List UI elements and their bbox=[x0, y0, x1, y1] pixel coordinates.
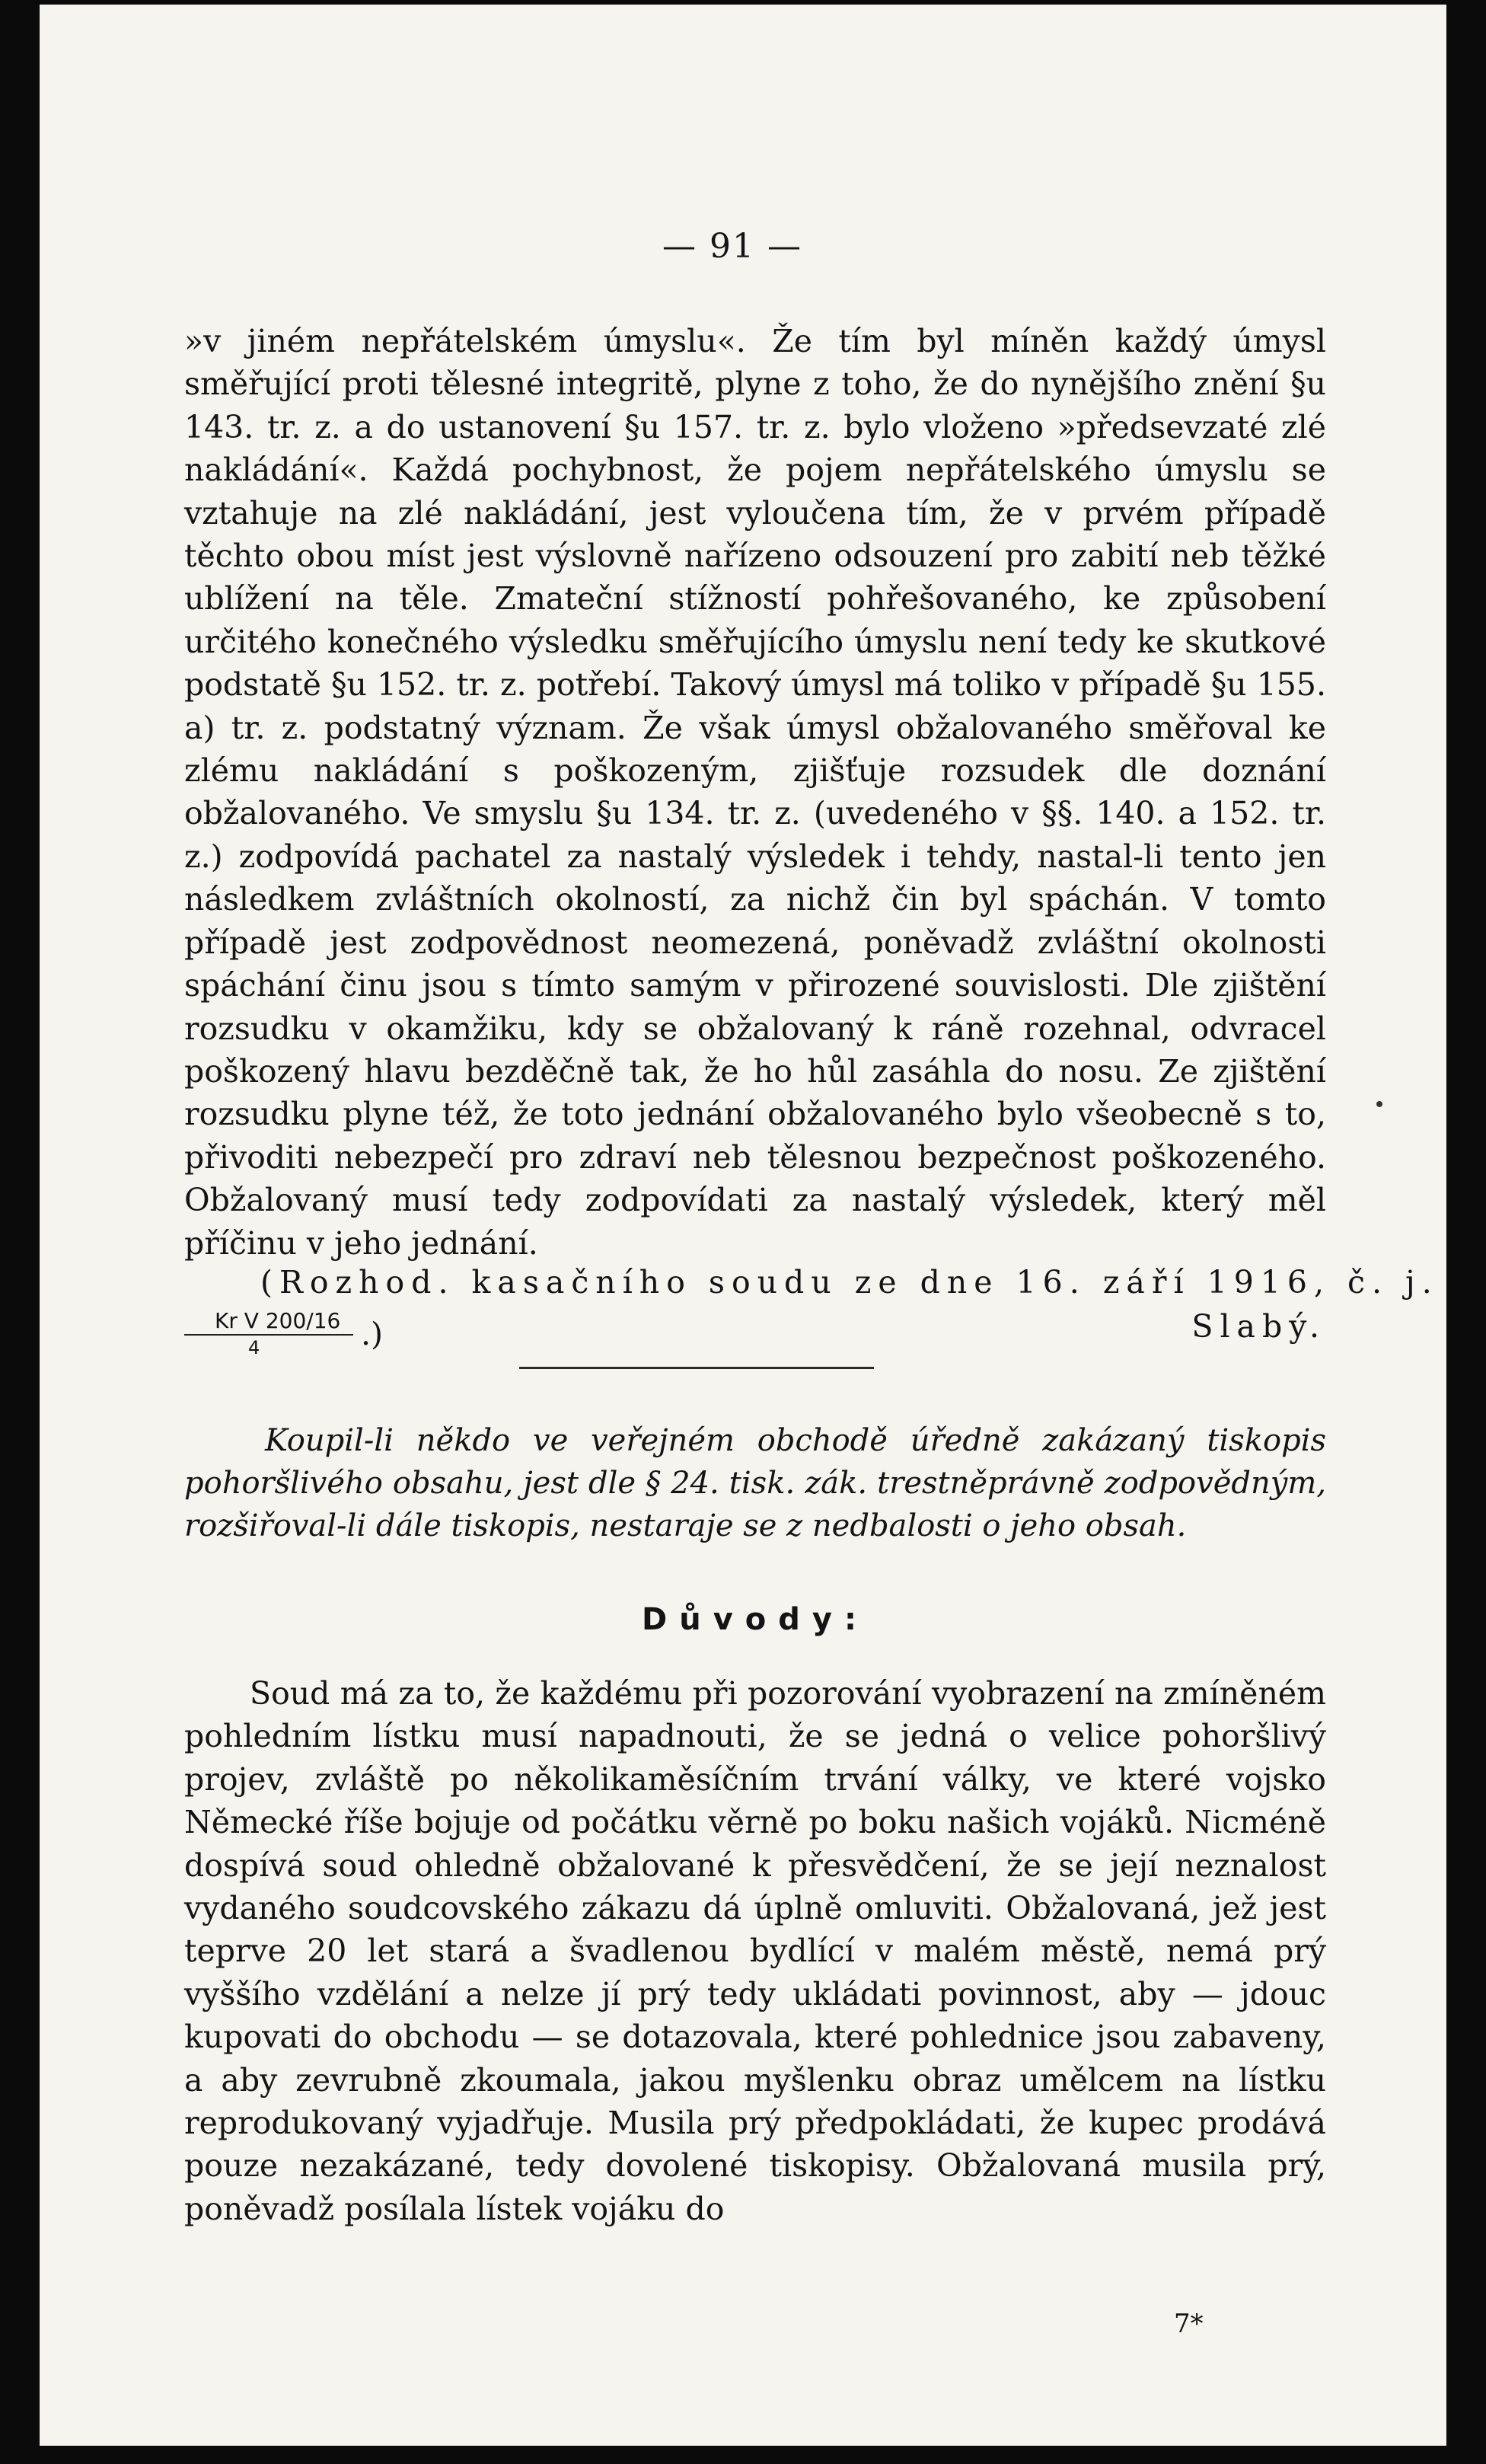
case-number-bottom: 4 bbox=[248, 1337, 260, 1358]
decision-citation bbox=[184, 1264, 1439, 1358]
case-number-top: Kr V 200/16 bbox=[215, 1308, 341, 1333]
citation-text: (Rozhod. kasačního soudu ze dne 16. září 1916, č. j. bbox=[260, 1264, 1439, 1301]
document-page bbox=[40, 5, 1446, 2446]
decision-body bbox=[184, 320, 1326, 1265]
page-number: — 91 — bbox=[662, 227, 802, 266]
signature-mark: 7* bbox=[1174, 2309, 1204, 2339]
paragraph-decision-reasoning: »v jiném nepřátelském úmyslu«. Že tím byl míněn každý úmysl směřující proti tělesné integritě, plyne z toho, že do nynějšího znění §u 143. tr. z. a do ustanovení §u 157. tr. z. bylo vloženo »předsevzaté zlé nakládání«. Každá pochybnost, že pojem nepřátelského úmyslu se vztahuje na zlé nakládání, jest vyloučena tím, že v prvém případě těchto obou míst jest výslovně nařízeno odsouzení pro zabití neb těžké ublížení na těle. Zmateční stížností pohřešovaného, ke způsobení určitého konečného výsledku směřujícího úmyslu není tedy ke skutkové podstatě §u 152. tr. z. potřebí. Takový úmysl má toliko v případě §u 155. a) tr. z. podstatný význam. Že však úmysl obžalovaného směřoval ke zlému nakládání s poškozeným, zjišťuje rozsudek dle doznání obžalovaného. Ve smyslu §u 134. tr. z. (uvedeného v §§. 140. a 152. tr. z.) zodpovídá pachatel za nastalý výsledek i tehdy, nastal-li tento jen následkem zvláštních okolností, za nichž čin byl spáchán. V tomto případě jest zodpovědnost neomezená, poněvadž zvláštní okolnosti spáchání činu jsou s tímto samým v přirozené souvislosti. Dle zjištění rozsudku v okamžiku, kdy se obžalovaný k ráně rozehnal, odvracel poškozený hlavu bezděčně tak, že ho hůl zasáhla do nosu. Ze zjištění rozsudku plyne též, že toto jednání obžalovaného bylo všeobecně s to, přivoditi nebezpečí pro zdraví neb tělesnou bezpečnost poškozeného. Obžalovaný musí tedy zodpovídati za nastalý výsledek, který měl příčinu v jeho jednání. bbox=[184, 323, 1326, 1262]
stray-dot bbox=[1376, 1101, 1382, 1107]
judge-signature: Slabý. bbox=[1191, 1308, 1326, 1345]
reasons-body bbox=[184, 1672, 1326, 2230]
headnote: Koupil-li někdo ve veřejném obchodě úředně zakázaný tiskopis pohoršlivého obsahu, jest dle § 24. tisk. zák. trestněprávně zodpovědným, rozšiřoval-li dále tiskopis, nestaraje se z nedbalosti o jeho obsah. bbox=[184, 1423, 1326, 1543]
section-divider bbox=[519, 1367, 874, 1369]
section-heading: Důvody: bbox=[642, 1602, 869, 1637]
case-number-fraction bbox=[184, 1308, 420, 1358]
paragraph-reasons: Soud má za to, že každému při pozorování vyobrazení na zmíněném pohledním lístku musí napadnouti, že se jedná o velice pohoršlivý projev, zvláště po několikaměsíčním trvání války, ve které vojsko Německé říše bojuje od počátku věrně po boku našich vojáků. Nicméně dospívá soud ohledně obžalované k přesvědčení, že se její neznalost vydaného soudcovského zákazu dá úplně omluviti. Obžalovaná, jež jest teprve 20 let stará a švadlenou bydlící v malém městě, nemá prý vyššího vzdělání a nelze jí prý tedy ukládati povinnost, aby — jdouc kupovati do obchodu — se dotazovala, které pohlednice jsou zabaveny, a aby zevrubně zkoumala, jakou myšlenku obraz umělcem na lístku reprodukovaný vyjadřuje. Musila prý předpokládati, že kupec prodává pouze nezakázané, tedy dovolené tiskopisy. Obžalovaná musila prý, poněvadž posílala lístek vojáku do bbox=[184, 1675, 1326, 2227]
fraction-bar bbox=[184, 1334, 353, 1336]
citation-close: .) bbox=[361, 1316, 384, 1352]
